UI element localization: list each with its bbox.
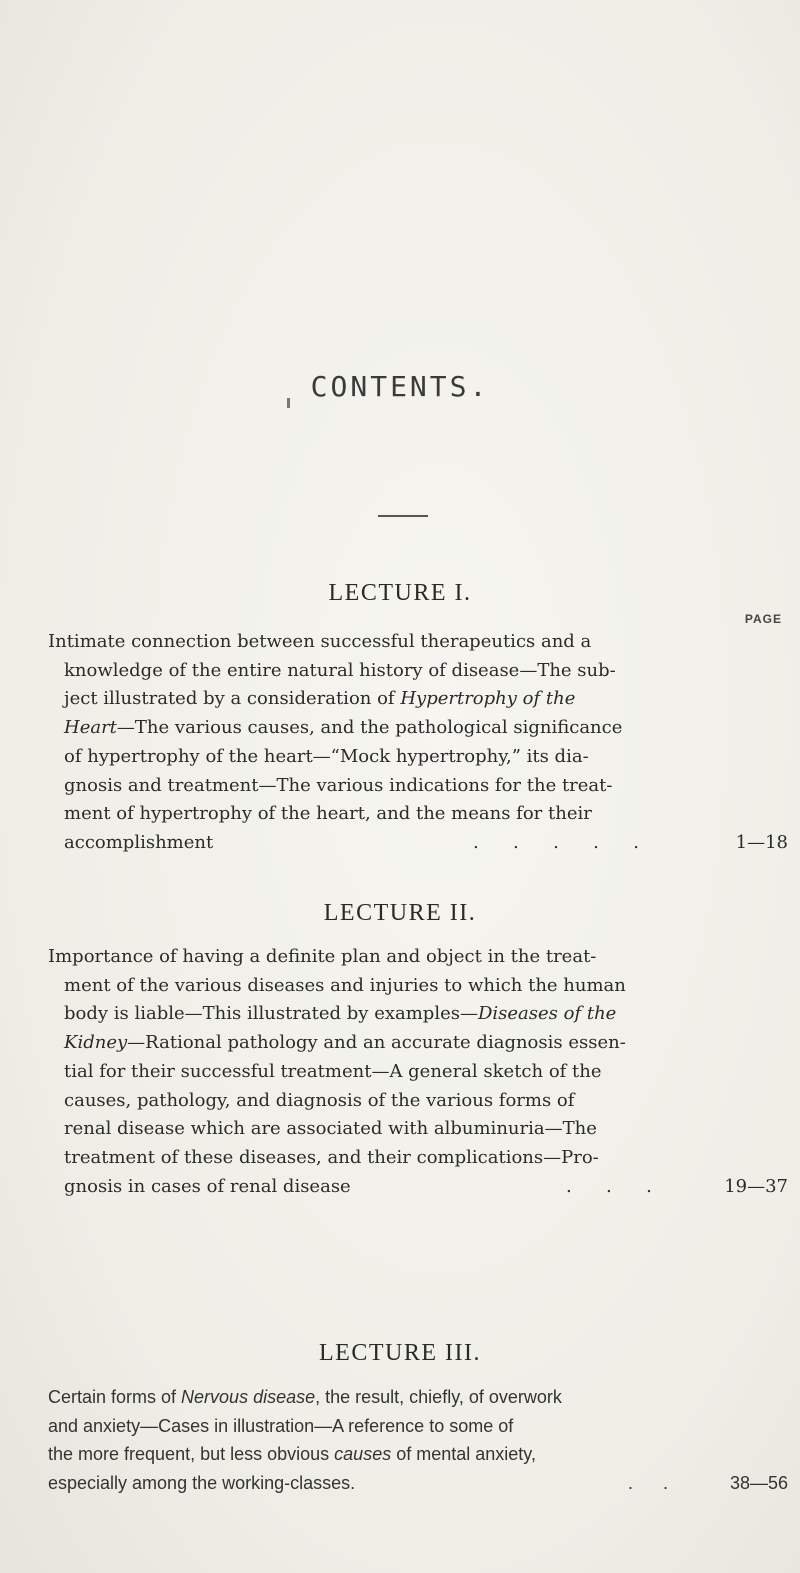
- page-title: CONTENTS.: [310, 370, 490, 403]
- italic-topic: Nervous disease: [181, 1387, 316, 1407]
- summary-line: Certain forms of Nervous disease, the result, chiefly, of overwork: [48, 1387, 562, 1407]
- summary-line: Kidney—Rational pathology and an accurate diagnosis essen-: [64, 1032, 626, 1054]
- summary-line: Intimate connection between successful therapeutics and a: [48, 631, 592, 652]
- summary-line: ject illustrated by a consideration of Hypertrophy of the: [64, 688, 576, 710]
- italic-topic: Heart: [64, 717, 117, 739]
- summary-line: gnosis in cases of renal disease . . . 19—37: [48, 1173, 788, 1202]
- summary-line: and anxiety—Cases in illustration—A reference to some of: [48, 1415, 514, 1436]
- italic-topic: Hypertrophy of the: [400, 688, 576, 710]
- lecture-1-heading: LECTURE I.: [328, 580, 472, 606]
- italic-topic: Diseases of the: [477, 1003, 617, 1025]
- page-range: 1—18: [735, 831, 788, 853]
- summary-line: causes, pathology, and diagnosis of the various forms of: [64, 1089, 575, 1111]
- page-range: 38—56: [729, 1473, 788, 1494]
- summary-line: accomplishment . . . . . 1—18: [48, 829, 788, 858]
- summary-line: ment of hypertrophy of the heart, and the means for their: [64, 803, 592, 825]
- summary-line: especially among the working-classes. . . 38—56: [48, 1469, 788, 1498]
- leader-dots: . . .: [566, 1175, 652, 1197]
- lecture-1-summary: [48, 628, 788, 858]
- title-divider: [378, 515, 428, 517]
- page-column-label: PAGE: [744, 612, 782, 626]
- summary-line: Importance of having a definite plan and object in the treat-: [48, 946, 597, 967]
- summary-line: renal disease which are associated with albuminuria—The: [64, 1118, 597, 1140]
- leader-dots: . .: [628, 1473, 669, 1494]
- summary-line: body is liable—This illustrated by examples—Diseases of the: [64, 1003, 617, 1025]
- page-range: 19—37: [724, 1175, 788, 1197]
- summary-line: of hypertrophy of the heart—“Mock hypertrophy,” its dia-: [64, 745, 589, 767]
- leader-dots: . . . . .: [473, 831, 639, 853]
- italic-topic: Kidney: [64, 1032, 128, 1054]
- summary-line: gnosis and treatment—The various indications for the treat-: [64, 774, 613, 796]
- summary-line: treatment of these diseases, and their complications—Pro-: [64, 1146, 599, 1168]
- summary-line: ment of the various diseases and injuries to which the human: [64, 974, 626, 996]
- summary-line: tial for their successful treatment—A general sketch of the: [64, 1060, 602, 1082]
- lecture-2-summary: [48, 943, 788, 1201]
- summary-line: knowledge of the entire natural history of disease—The sub-: [64, 659, 616, 681]
- italic-topic: causes: [334, 1444, 392, 1465]
- lecture-3-summary: [48, 1383, 788, 1498]
- lecture-2-heading: LECTURE II.: [323, 900, 477, 926]
- lecture-3-heading: LECTURE III.: [319, 1340, 481, 1366]
- summary-line: Heart—The various causes, and the pathological significance: [64, 717, 623, 739]
- summary-line: the more frequent, but less obvious causes of mental anxiety,: [48, 1444, 536, 1465]
